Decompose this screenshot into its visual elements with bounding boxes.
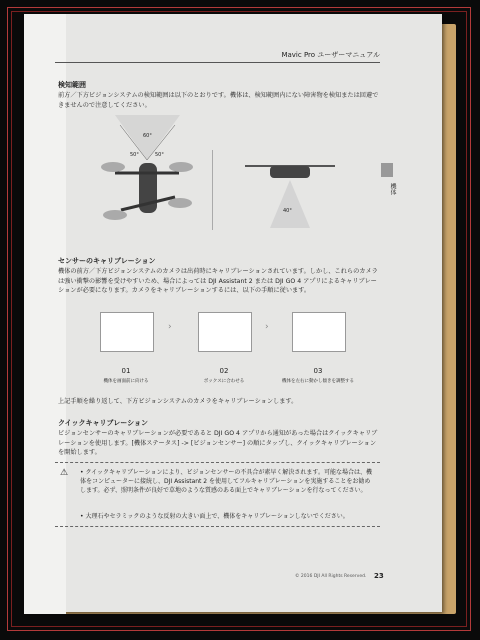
step-number: 01: [121, 367, 131, 375]
angle-label-4: 40°: [283, 208, 292, 214]
header-rule: [55, 62, 380, 63]
calibration-step-3-image: [292, 312, 346, 352]
note-text: 大理石やセラミックのような反射の大きい面上で、機体をキャリブレーションしないでください。: [85, 513, 349, 520]
section-heading-calibration: センサーのキャリブレーション: [58, 257, 156, 265]
step-caption: ボックスに合わせる: [203, 379, 245, 384]
angle-label-2: 50°: [130, 152, 139, 158]
page-number: 23: [374, 572, 384, 580]
angle-label-3: 50°: [155, 152, 164, 158]
step-number: 02: [219, 367, 229, 375]
calibration-step-2-image: [198, 312, 252, 352]
section-body-detection-range: 前方／下方ビジョンシステムの検知範囲は以下のとおりです。機体は、検知範囲内にない障害物を検知または回避できませんので注意してください。: [58, 92, 379, 109]
arrow-icon: ›: [168, 322, 172, 332]
angle-label-1: 60°: [143, 133, 152, 139]
section-heading-detection-range: 検知範囲: [58, 81, 86, 89]
arrow-icon: ›: [265, 322, 269, 332]
section-heading-quick-calibration: クイックキャリブレーション: [58, 419, 148, 427]
step-caption: 機体を画面前に向ける: [103, 379, 149, 384]
note-top-rule: [55, 462, 380, 463]
step-number: 03: [313, 367, 323, 375]
copyright: © 2016 DJI All Rights Reserved.: [295, 574, 367, 579]
calibration-step-1-image: [100, 312, 154, 352]
section-body-quick-calibration: ビジョンセンサーのキャリブレーションが必要であると DJI GO 4 アプリから通知があった場合はクイックキャリブレーションを使用します。[機体ステータス] -> [ビジョンセンサー] の順にタップし、クイックキャリブレーションを開始します。: [58, 430, 378, 456]
drone-side-view-diagram: [240, 158, 340, 238]
side-tab-marker: [381, 163, 393, 177]
warning-icon: ⚠: [60, 468, 69, 478]
note-text: クイックキャリブレーションにより、ビジョンセンサーの不具合が素早く解決されます。可能な場合は、機体をコンピューターに接続し、DJI Assistant 2 を使用してフルキャリブレーションを実施することをお勧めします。必ず、照明条件が良好で草地のような質感のある面上でキャリブレーションを行なってください。: [80, 469, 372, 494]
repeat-instruction: 上記手順を繰り返して、下方ビジョンシステムのカメラをキャリブレーションします。: [58, 398, 298, 405]
note-bottom-rule: [55, 526, 380, 527]
section-body-calibration: 機体の前方／下方ビジョンシステムのカメラは出荷時にキャリブレーションされています。しかし、これらのカメラは強い衝撃の影響を受けやすいため、場合によっては DJI Assistant 2 または DJI GO 4 アプリによるキャリブレーションが必要になります。カメラをキャリブレーションするには、以下の手順に従います。: [58, 268, 378, 294]
note-bullet-1: • クイックキャリブレーションにより、ビジョンセンサーの不具合が素早く解決されます。可能な場合は、機体をコンピューターに接続し、DJI Assistant 2 を使用してフルキャリブレーションを実施することをお勧めします。必ず、照明条件が良好で草地のような質感のある面上でキャリブレーションを行なってください。: [80, 469, 372, 494]
page-header: Mavic Pro ユーザーマニュアル: [281, 51, 380, 59]
step-caption: 機体を左右に動かし傾きを調整する: [282, 379, 354, 384]
side-tab-label: 機体: [389, 183, 396, 195]
note-bullet-2: • 大理石やセラミックのような反射の大きい面上で、機体をキャリブレーションしないでください。: [80, 513, 349, 520]
figure-divider: [212, 150, 213, 230]
